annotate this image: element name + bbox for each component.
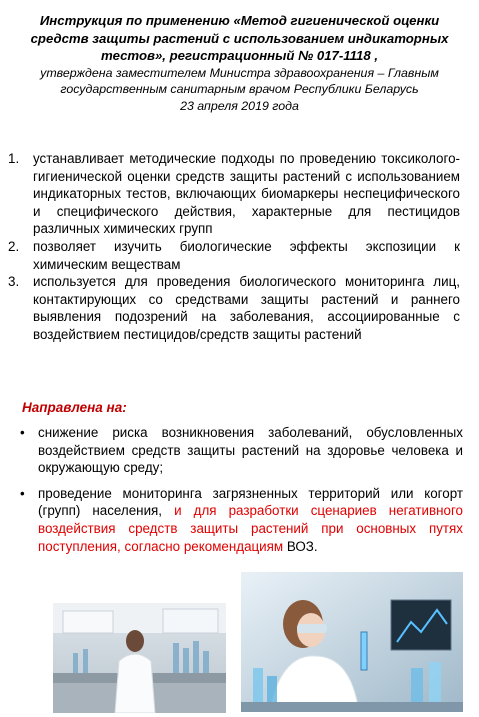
list-item-text: позволяет изучить биологические эффекты экспозиции к химическим веществам: [33, 238, 460, 272]
list-item-text: используется для проведения биологического мониторинга лиц, контактирующих со средствами защиты растений и раннего выявления подозрений на заболевания, ассоциированные с воздействием пестицидов/средств защиты растений: [33, 274, 460, 342]
list-item: [8, 273, 460, 343]
approval-date: 23 апреля 2019 года: [180, 98, 299, 113]
bullet-item: [18, 424, 463, 477]
bullet-item: [18, 485, 463, 555]
bullet-text-end: ВОЗ.: [283, 538, 318, 554]
bullet-text: проведение мониторинга загрязненных территорий или когорт (групп) населения,: [38, 485, 463, 519]
directed-heading: Направлена на:: [22, 400, 127, 415]
bullet-list: [18, 424, 463, 563]
list-item-text: устанавливает методические подходы по проведению токсиколого-гигиенической оценки средств защиты растений с использованием индикаторных тестов, включающих биомаркеры неспецифического и специфического действия, характерные для пестицидов различных химических групп: [33, 151, 460, 237]
bullet-marker: •: [20, 425, 25, 440]
list-item: [8, 150, 460, 238]
document-header: [0, 12, 479, 114]
lab-photo-scientist-with-test-tube: [241, 572, 463, 712]
instruction-title: Инструкция по применению «Метод гигиенической оценки средств защиты растений с использованием индикаторных тестов», регистрационный № 017-1118 ,: [30, 13, 449, 63]
list-number: 3.: [8, 274, 20, 290]
approval-note: утверждена заместителем Министра здравоохранения – Главным государственным санитарным врачом Республики Беларусь: [40, 65, 439, 96]
bullet-text: снижение риска возникновения заболеваний, обусловленных воздействием средств защиты растений на здоровье человека и окружающую среду;: [38, 425, 463, 476]
list-item: [8, 238, 460, 273]
list-number: 1.: [8, 151, 20, 166]
bullet-text-highlight: и для разработки сценариев негативного воздействия средств защиты растений при основных путях поступления, согласно рекомендациям: [38, 503, 463, 554]
bullet-marker: •: [20, 485, 25, 501]
lab-photo-researcher-at-bench: [53, 603, 226, 713]
numbered-list: [8, 150, 460, 344]
list-number: 2.: [8, 238, 20, 254]
